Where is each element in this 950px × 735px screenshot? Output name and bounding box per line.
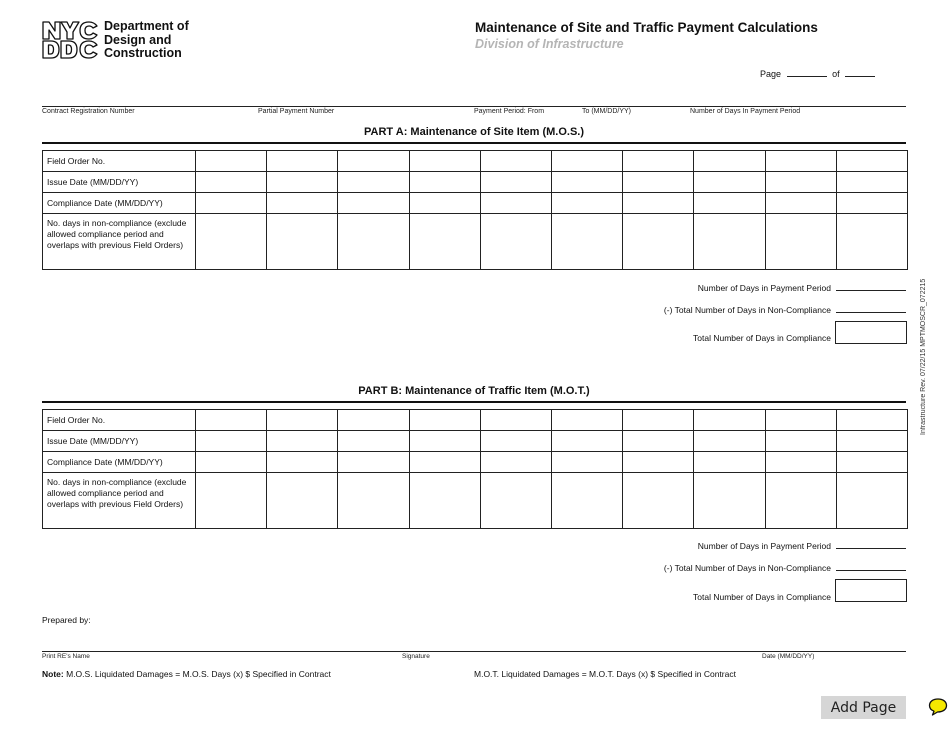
input-cell[interactable] <box>765 473 836 529</box>
input-cell[interactable] <box>480 431 551 452</box>
dept-line-1: Department of <box>104 19 189 33</box>
part-a-table <box>42 150 908 270</box>
input-cell[interactable] <box>765 193 836 214</box>
days-in-period-label: Number of Days In Payment Period <box>690 108 801 115</box>
part-a-noncompliance-label: (-) Total Number of Days in Non-Compliance <box>663 305 831 315</box>
nyc-ddc-logo <box>42 21 98 59</box>
input-cell[interactable] <box>836 473 907 529</box>
input-cell[interactable] <box>480 172 551 193</box>
input-cell[interactable] <box>694 193 765 214</box>
row-label: Compliance Date (MM/DD/YY) <box>43 193 196 214</box>
input-cell[interactable] <box>409 410 480 431</box>
input-cell[interactable] <box>765 214 836 270</box>
header-divider <box>42 106 906 107</box>
input-cell[interactable] <box>551 151 622 172</box>
input-cell[interactable] <box>623 172 694 193</box>
row-label: Compliance Date (MM/DD/YY) <box>43 452 196 473</box>
input-cell[interactable] <box>409 431 480 452</box>
row-label: Issue Date (MM/DD/YY) <box>43 431 196 452</box>
input-cell[interactable] <box>694 172 765 193</box>
input-cell[interactable] <box>409 214 480 270</box>
input-cell[interactable] <box>694 214 765 270</box>
payment-period-to-label: To (MM/DD/YY) <box>582 108 631 115</box>
input-cell[interactable] <box>765 410 836 431</box>
revision-code: Infrastructure Rev. 07/22/15 MPTMOSCR_072215 <box>920 278 927 435</box>
input-cell[interactable] <box>765 452 836 473</box>
row-label: Issue Date (MM/DD/YY) <box>43 172 196 193</box>
table-row <box>43 431 908 452</box>
header-input-row[interactable] <box>42 86 906 106</box>
input-cell[interactable] <box>623 151 694 172</box>
add-page-button[interactable]: Add Page <box>821 696 906 719</box>
input-cell[interactable] <box>338 452 409 473</box>
input-cell[interactable] <box>338 172 409 193</box>
input-cell[interactable] <box>836 410 907 431</box>
input-cell[interactable] <box>480 452 551 473</box>
input-cell[interactable] <box>623 410 694 431</box>
dept-line-2: Design and <box>104 32 172 47</box>
input-cell[interactable] <box>836 172 907 193</box>
input-cell[interactable] <box>338 193 409 214</box>
page-label: Page <box>760 69 782 79</box>
signature-label: Signature <box>402 653 430 660</box>
page-input[interactable] <box>787 68 827 77</box>
input-cell[interactable] <box>267 151 338 172</box>
input-cell[interactable] <box>623 214 694 270</box>
input-cell[interactable] <box>765 151 836 172</box>
part-b-compliance-label: Total Number of Days in Compliance <box>693 592 831 602</box>
part-a-rule <box>42 142 906 144</box>
input-cell[interactable] <box>267 431 338 452</box>
input-cell[interactable] <box>195 214 266 270</box>
input-cell[interactable] <box>338 431 409 452</box>
input-cell[interactable] <box>623 473 694 529</box>
input-cell[interactable] <box>480 193 551 214</box>
of-label: of <box>832 69 840 79</box>
input-cell[interactable] <box>694 151 765 172</box>
signature-divider <box>42 651 906 652</box>
form-subtitle: Division of Infrastructure <box>475 37 624 51</box>
input-cell[interactable] <box>338 473 409 529</box>
input-cell[interactable] <box>623 452 694 473</box>
part-b-days-in-period-input[interactable] <box>836 538 906 549</box>
row-label: Field Order No. <box>43 151 196 172</box>
input-cell[interactable] <box>694 473 765 529</box>
input-cell[interactable] <box>195 452 266 473</box>
part-a-compliance-input[interactable] <box>835 321 907 344</box>
part-b-table <box>42 409 908 529</box>
input-cell[interactable] <box>836 452 907 473</box>
row-label: No. days in non-compliance (exclude allowed compliance period and overlaps with previous Field Orders) <box>43 214 196 270</box>
part-a-days-in-period-input[interactable] <box>836 280 906 291</box>
input-cell[interactable] <box>195 151 266 172</box>
part-b-days-in-period-label: Number of Days in Payment Period <box>697 541 831 551</box>
input-cell[interactable] <box>267 473 338 529</box>
note-mos-text: M.O.S. Liquidated Damages = M.O.S. Days (x) $ Specified in Contract <box>66 669 331 679</box>
input-cell[interactable] <box>195 473 266 529</box>
input-cell[interactable] <box>338 410 409 431</box>
input-cell[interactable] <box>267 410 338 431</box>
input-cell[interactable] <box>409 172 480 193</box>
input-cell[interactable] <box>195 172 266 193</box>
input-cell[interactable] <box>551 473 622 529</box>
input-cell[interactable] <box>409 151 480 172</box>
table-row <box>43 172 908 193</box>
input-cell[interactable] <box>409 193 480 214</box>
note-bold: Note: <box>42 669 64 679</box>
input-cell[interactable] <box>551 452 622 473</box>
input-cell[interactable] <box>836 431 907 452</box>
print-name-label: Print RE's Name <box>42 653 90 660</box>
comment-icon[interactable] <box>928 697 948 717</box>
page-total-input[interactable] <box>845 68 875 77</box>
payment-period-from-label: Payment Period: From <box>474 108 545 115</box>
department-name <box>104 20 189 61</box>
input-cell[interactable] <box>551 193 622 214</box>
input-cell[interactable] <box>694 431 765 452</box>
input-cell[interactable] <box>480 410 551 431</box>
table-row <box>43 452 908 473</box>
input-cell[interactable] <box>338 151 409 172</box>
input-cell[interactable] <box>409 473 480 529</box>
table-row <box>43 193 908 214</box>
input-cell[interactable] <box>480 214 551 270</box>
date-label: Date (MM/DD/YY) <box>762 653 815 660</box>
input-cell[interactable] <box>551 431 622 452</box>
input-cell[interactable] <box>267 172 338 193</box>
part-a-noncompliance-input[interactable] <box>836 302 906 313</box>
input-cell[interactable] <box>267 193 338 214</box>
form-title: Maintenance of Site and Traffic Payment Calculations <box>475 20 818 35</box>
table-row <box>43 473 908 529</box>
part-b-compliance-input[interactable] <box>835 579 907 602</box>
input-cell[interactable] <box>694 452 765 473</box>
input-cell[interactable] <box>551 410 622 431</box>
input-cell[interactable] <box>195 431 266 452</box>
part-b-rule <box>42 401 906 403</box>
input-cell[interactable] <box>480 473 551 529</box>
input-cell[interactable] <box>694 410 765 431</box>
input-cell[interactable] <box>195 410 266 431</box>
input-cell[interactable] <box>623 193 694 214</box>
part-a-title: PART A: Maintenance of Site Item (M.O.S.) <box>363 126 585 138</box>
note-mos <box>42 669 331 679</box>
partial-payment-label: Partial Payment Number <box>258 108 335 115</box>
prepared-by-input-row[interactable] <box>42 630 906 650</box>
prepared-by-label: Prepared by: <box>42 615 91 625</box>
part-a-compliance-label: Total Number of Days in Compliance <box>693 333 831 343</box>
row-label: Field Order No. <box>43 410 196 431</box>
contract-registration-label: Contract Registration Number <box>42 108 135 115</box>
table-row <box>43 410 908 431</box>
input-cell[interactable] <box>409 452 480 473</box>
input-cell[interactable] <box>267 452 338 473</box>
part-b-noncompliance-label: (-) Total Number of Days in Non-Compliance <box>663 563 831 573</box>
part-b-title: PART B: Maintenance of Traffic Item (M.O.T.) <box>358 385 590 397</box>
input-cell[interactable] <box>623 431 694 452</box>
page-number-field <box>760 68 878 79</box>
note-mot: M.O.T. Liquidated Damages = M.O.T. Days (x) $ Specified in Contract <box>474 669 736 679</box>
input-cell[interactable] <box>551 214 622 270</box>
input-cell[interactable] <box>765 431 836 452</box>
row-label: No. days in non-compliance (exclude allowed compliance period and overlaps with previous Field Orders) <box>43 473 196 529</box>
table-row <box>43 151 908 172</box>
input-cell[interactable] <box>551 172 622 193</box>
input-cell[interactable] <box>836 151 907 172</box>
input-cell[interactable] <box>836 193 907 214</box>
input-cell[interactable] <box>480 151 551 172</box>
input-cell[interactable] <box>195 193 266 214</box>
input-cell[interactable] <box>267 214 338 270</box>
table-row <box>43 214 908 270</box>
part-b-noncompliance-input[interactable] <box>836 560 906 571</box>
input-cell[interactable] <box>338 214 409 270</box>
dept-line-3: Construction <box>104 46 182 60</box>
part-a-days-in-period-label: Number of Days in Payment Period <box>697 283 831 293</box>
input-cell[interactable] <box>836 214 907 270</box>
input-cell[interactable] <box>765 172 836 193</box>
